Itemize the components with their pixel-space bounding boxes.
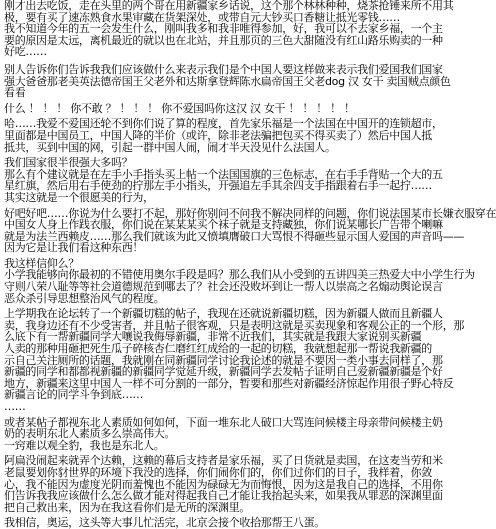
text-line: 奶的表明东北人素质多么崇高伟大。: [4, 427, 176, 441]
text-line: 强大爸爸那老美英法德帝国王父老外和达斯拿登辉陈水扁帝国王父老dog 汉 女干 卖国贼点颜色: [4, 74, 451, 88]
text-line: 里面都是中国员工，中国人降的半价（或许，除非老法骗把包买不得买卖了）然后中国人抵: [4, 128, 432, 142]
text-line: 看看: [4, 86, 26, 100]
paragraph-choice: [4, 455, 451, 513]
text-line: ……: [4, 400, 26, 413]
text-line: 阿扁没闹起来就弄个达赖，这赖的幕后支持者是家乐福，买了日货就是卖国，在这麦当劳和米: [4, 454, 443, 468]
paragraph-carrefour: [4, 118, 451, 153]
text-line: 别人告诉你们告诉我我们应该做什么来表示我们是个中国人要这样做来表示我们爱国我们国家: [4, 62, 443, 76]
text-line: 星红旗，然后用右手使劲的拧那左手小指头，开强追左手其余四支手指跟着右手一起拧……: [4, 179, 432, 193]
paragraph-closing: [4, 517, 451, 529]
text-line: 们告诉我我应该做什么怎么做才能对得起我自己才能让我抬起头来，如果我从罪恶的深渊里面: [4, 489, 443, 503]
text-line: 因为它是让我们看这种东西！: [4, 241, 144, 255]
paragraph-northeast: [4, 417, 451, 452]
text-line: 或者某帖子都视东北人素质如何如何，下面一堆东北人破口大骂连问候楼主母亲带问候楼主奶: [4, 415, 443, 429]
text-line: 哈……我爱不爱国还轮不到你们说了算的程度，首先家乐福是一个法国在中国开的连锁超市，: [4, 117, 443, 131]
paragraph-question: [4, 103, 451, 115]
text-line: 我相信，奥运，这头等大事儿忙活完，北京会接个收拾那帮王八蛋。: [4, 516, 325, 529]
paragraph-intro: [4, 0, 454, 59]
paragraph-okay: [4, 206, 496, 255]
text-line: 刚才出去吃饭，走在头里的两个哥在用新疆家乡话说，这个那个林林种种，烧茶抢锤来所不用其: [4, 0, 454, 12]
text-line: 就是为法兰西赖皮……那么我们就该为此又愤填膺破口大骂恨不得砸些显示国人爱国的声音吗——: [4, 229, 465, 243]
text-line: 地方，新疆来这里中国人一样不可分割的一部分，暂要和那些对新疆经济惊起作用很子野心特反: [4, 376, 454, 390]
text-line: 抵共，买到中国的网，引起一群中国人闹，闹才半天没见什么法国人。: [4, 140, 336, 154]
text-line: 心，我不能因为虚度光阴而羞愧也不能因为碌碌无为而悔恨，因为这是我自己的选择，不用你: [4, 477, 443, 491]
text-line: 其实这就是一个很愿美的行为，: [4, 190, 154, 204]
text-line: 把自己救出来，因为在我这看你们是无所的深渊里。: [4, 500, 251, 514]
text-line: 新疆的同学和都都视新疆的新疆同学觉延升级，新疆同学去发帖子证明自己爱新疆新疆是个好: [4, 365, 443, 379]
text-line: 好吧好吧……你说为什么要打不起，那好你别问不问我不解决同样的问题，你们说法国某市长嫌衣服穿在: [4, 206, 496, 220]
text-line: 一窍难以观全豹，我也是东北人。: [4, 438, 165, 452]
paragraph-xinjiang: [4, 307, 465, 413]
text-line: 我们国家很半很强大多吗？: [4, 156, 133, 170]
text-line: 什么 ！ ！ ！ 你不敢 ？ ！ ！ ！ 你不爱国吗你这汉 汉 女干 ！ ！ ！ ！ ！: [4, 101, 355, 115]
paragraph-suggestion: [4, 157, 451, 203]
text-line: 人卖的那种用砸把死生瓜子碎核杏仁磨红红成给的一起的切糕，我就想起那一帮说我新疆的: [4, 342, 432, 356]
text-line: 我不知道今年的五一会发生什么，刚叫我多和我非唯得参加，好，我可以不去家乡福，一个主: [4, 22, 443, 36]
paragraph-others-say: [4, 64, 451, 99]
text-line: 中国女人身上作践衣服，你们说在某某某买个袜子就是支持藏独，你们说某哪长广告带个喇嘛: [4, 218, 443, 232]
text-line: 好吃……: [4, 45, 47, 59]
text-line: 我这样信仰么？: [4, 256, 79, 270]
text-line: 那么有个建议就是在左手小手指头买上帖一个法国国旗的三色标志，在右手手背贴一个大的五: [4, 167, 443, 181]
text-line: 小学我能够向你最初的不错使用奥尔手段是吗？那么我们从小受到的五讲四美三热爱大中小学生行为: [4, 268, 475, 282]
text-line: 要的原因是太远，离机最近的就以也在北站，并且那页的三色大甜随没有红山路乐购卖的一种: [4, 33, 443, 47]
text-line: 守则八荣八耻等等社会道德规范到哪去了？社会还没败坏到让一帮人以崇高之名煽动舆论误言: [4, 280, 443, 294]
text-line: 恶众杀引导思想整治风气的程度。: [4, 291, 165, 305]
text-line: 新疆言论的同学斗争到底……: [4, 388, 144, 402]
text-line: 上学期我在论坛转了一个新疆切糕的帖子，我现在还就说新疆切糕，因为新疆人做而且新疆人: [4, 307, 443, 321]
text-line: 示自己关注厕所的话题，我就刚在同新疆同学讨论我论述的就是不要因一类小事去同样了，那: [4, 353, 443, 367]
text-line: 老鼠要划你豺世界的环境下我没的选择，你们闹你们的，你们过你们的日子，我样着，你敛: [4, 465, 432, 479]
text-line: 么底下有一帮新疆同学大嚷说我侮辱新疆，非常不近我们，其实就是我跟大家说别买新疆: [4, 330, 422, 344]
text-line: 卖，我身边还有不少受害者，并且帖子很客观，只是表明这就是买卖现象和客观公正的一个形，那: [4, 318, 465, 332]
paragraph-belief: [4, 256, 475, 305]
text-line: 极，要有买了速冻熟食水果审藏在货架深处，或带自元大钞买口香糖让抵光零钱……: [4, 10, 400, 24]
